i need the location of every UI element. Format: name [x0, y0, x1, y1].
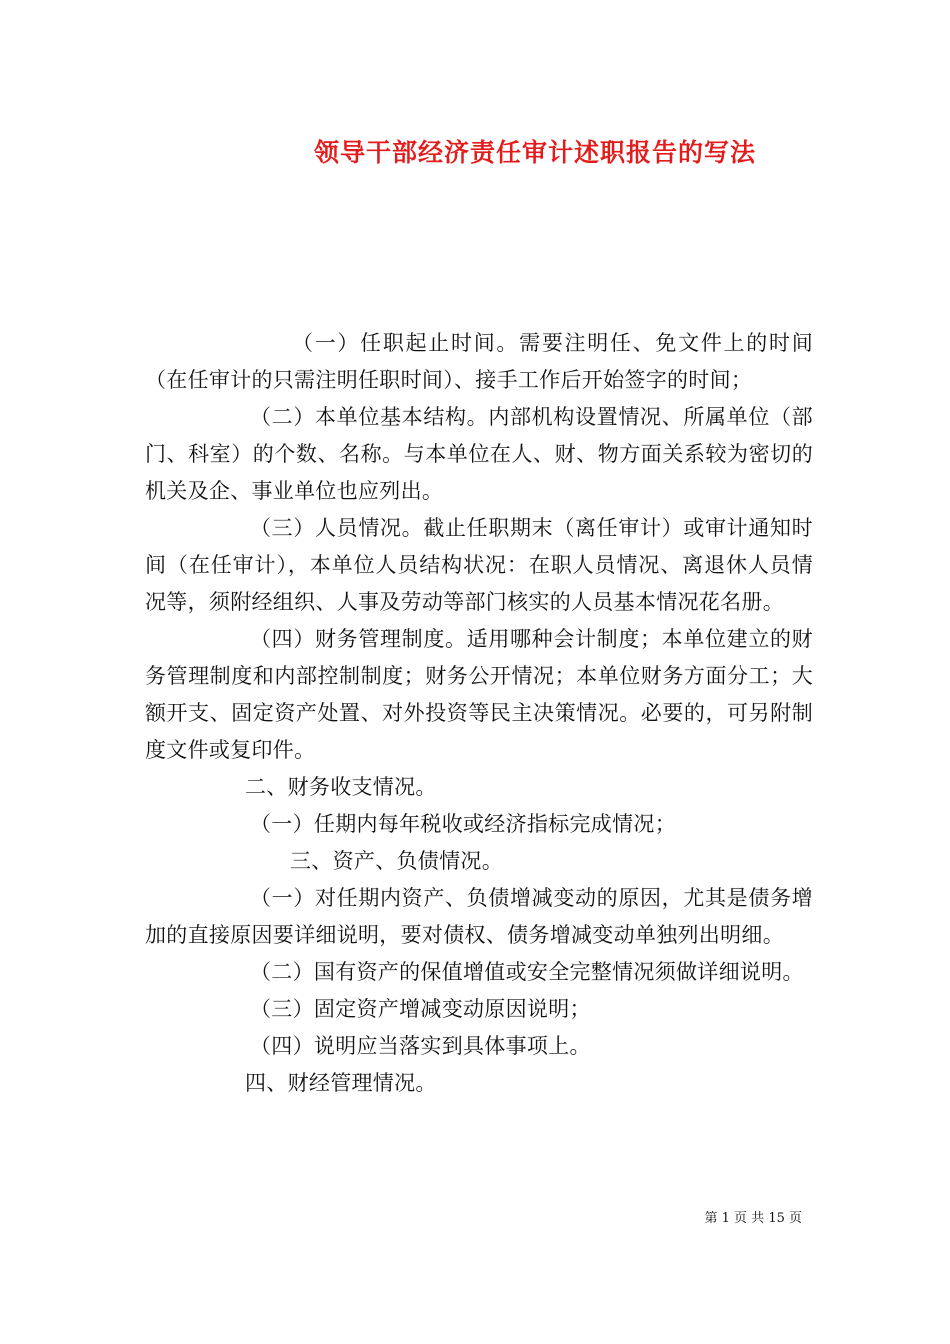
paragraph-fixed-assets: （三）固定资产增减变动原因说明； — [250, 997, 591, 1021]
paragraph-asset-changes: （一）对任期内资产、负债增减变动的原因，尤其是债务增加的直接原因要详细说明，要对债权、债务增减变动单独列出明细。 — [145, 886, 813, 947]
heading-assets-liabilities: 三、资产、负债情况。 — [290, 849, 503, 873]
heading-financial-management: 四、财经管理情况。 — [245, 1071, 437, 1095]
document-body — [145, 325, 813, 1102]
paragraph-term-of-office: （一）任职起止时间。需要注明任、免文件上的时间（在任审计的只需注明任职时间）、接手工作后开始签字的时间； — [145, 331, 813, 392]
paragraph-staff: （三）人员情况。截止任职期末（离任审计）或审计通知时间（在任审计），本单位人员结构状况：在职人员情况、离退休人员情况等，须附经组织、人事及劳动等部门核实的人员基本情况花名册。 — [145, 516, 813, 614]
paragraph-specific-items: （四）说明应当落实到具体事项上。 — [250, 1034, 591, 1058]
document-title: 领导干部经济责任审计述职报告的写法 — [313, 138, 756, 167]
paragraph-state-assets: （二）国有资产的保值增值或安全完整情况须做详细说明。 — [250, 960, 804, 984]
heading-revenue-expenditure: 二、财务收支情况。 — [245, 775, 437, 799]
paragraph-tax-indicators: （一）任期内每年税收或经济指标完成情况； — [250, 812, 676, 836]
paragraph-financial-system: （四）财务管理制度。适用哪种会计制度；本单位建立的财务管理制度和内部控制制度；财务公开情况；本单位财务方面分工；大额开支、固定资产处置、对外投资等民主决策情况。必要的，可另附制度文件或复印件。 — [145, 627, 813, 762]
page-number: 第 1 页 共 15 页 — [704, 1211, 802, 1226]
paragraph-unit-structure: （二）本单位基本结构。内部机构设置情况、所属单位（部门、科室）的个数、名称。与本单位在人、财、物方面关系较为密切的机关及企、事业单位也应列出。 — [145, 405, 813, 503]
